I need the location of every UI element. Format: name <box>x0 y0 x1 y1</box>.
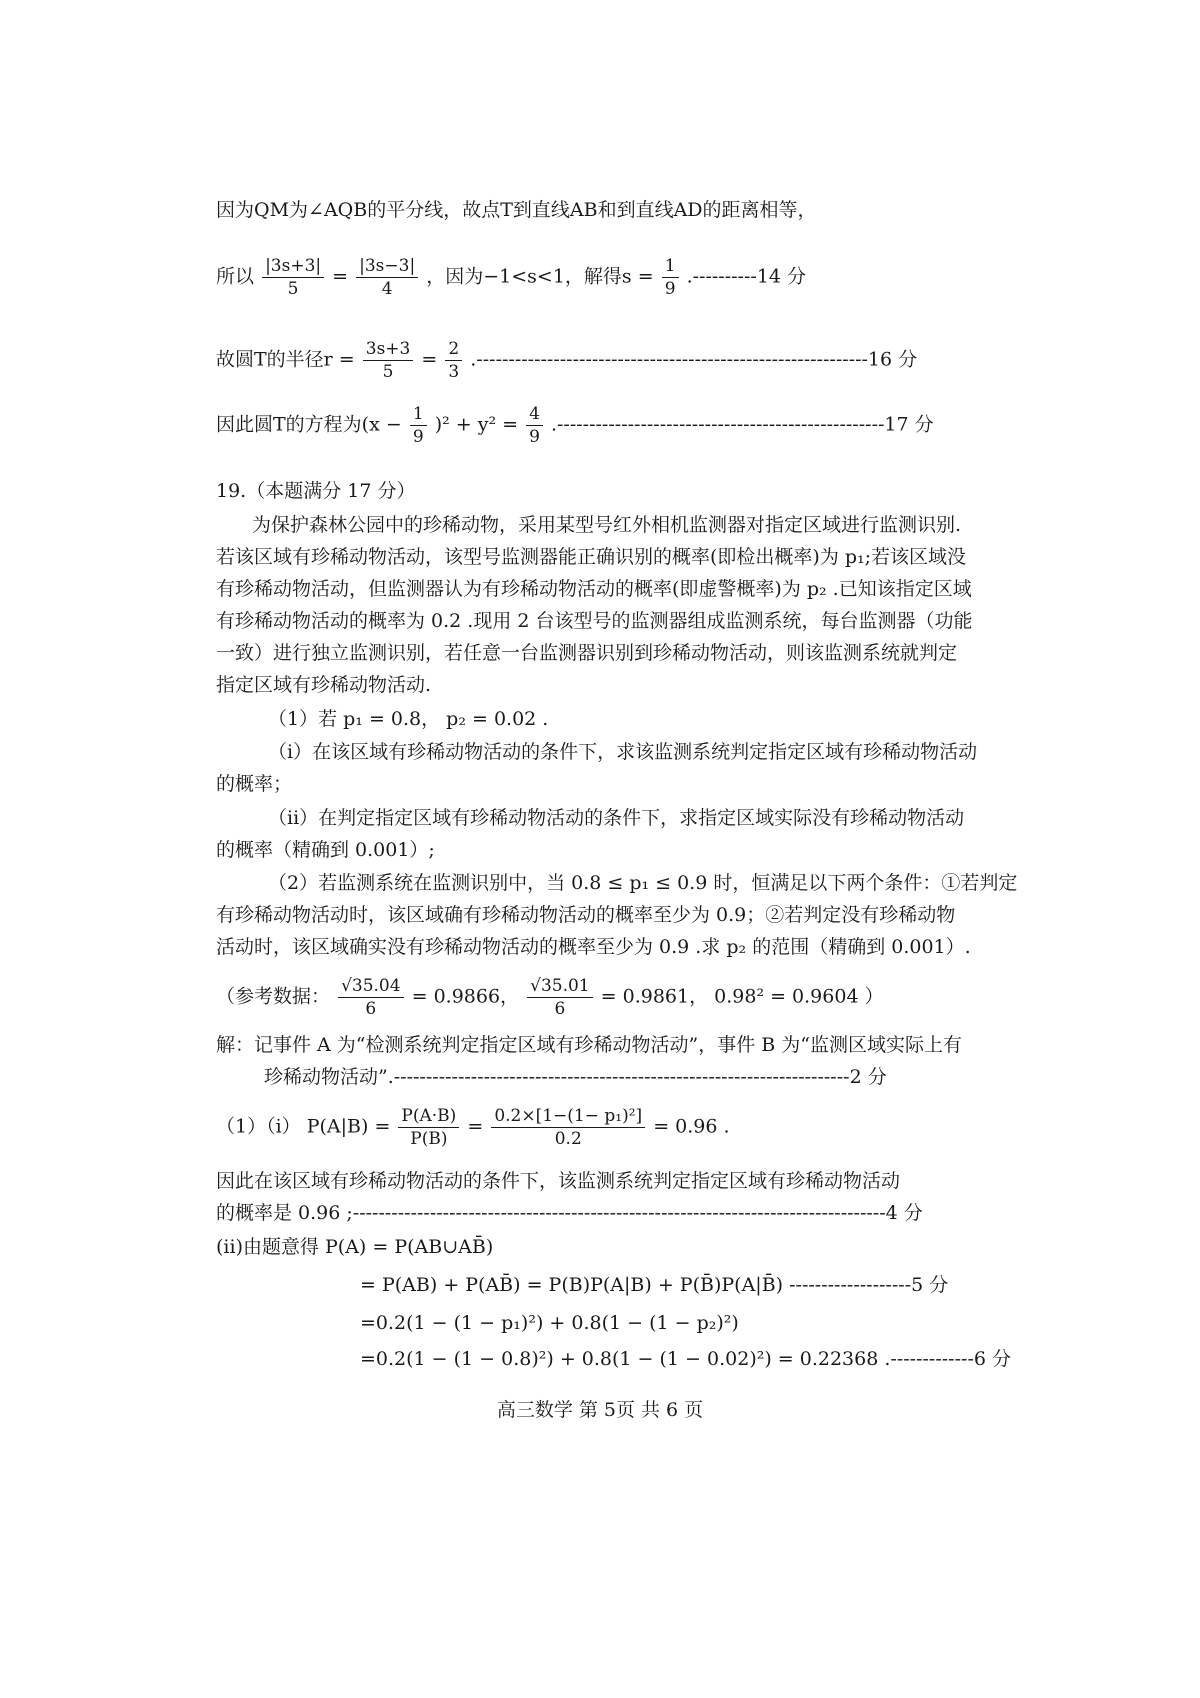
problem-text: 指定区域有珍稀动物活动. <box>216 674 432 696</box>
solution-text: 解：记事件 A 为“检测系统判定指定区域有珍稀动物活动”，事件 B 为“监测区域实际上有 <box>216 1034 962 1056</box>
text: = 0.96 . <box>653 1115 730 1138</box>
fraction: $\frac{√35.01}{6}$ <box>527 975 593 1020</box>
score-marker: .-------------------------------------------------------------16 分 <box>470 348 918 371</box>
text: = 0.9866， <box>411 985 520 1008</box>
subquestion-2-cont: 活动时，该区域确实没有珍稀动物活动的概率至少为 0.9 .求 p₂ 的范围（精确到 0.001）. <box>216 936 971 958</box>
fraction: $\frac{3s+3}{5}$ <box>363 338 414 383</box>
solution-formula: = P(AB) + P(AB̄) = P(B)P(A|B) + P(B̄)P(A|B̄) -------------------5 分 <box>360 1274 949 1296</box>
subquestion-1: （1）若 p₁ = 0.8， p₂ = 0.02 . <box>268 708 549 730</box>
line-circle-equation <box>216 403 996 448</box>
solution-text: 的概率是 0.96 ;-----------------------------------------------------------------------------------4 分 <box>216 1202 923 1224</box>
line-equation-s <box>216 255 996 300</box>
text: 所以 <box>216 265 255 288</box>
subquestion-2: （2）若监测系统在监测识别中，当 0.8 ≤ p₁ ≤ 0.9 时，恒满足以下两个条件：①若判定 <box>268 872 1018 894</box>
problem-text: 若该区域有珍稀动物活动，该型号监测器能正确识别的概率(即检出概率)为 p₁;若该区域没 <box>216 546 967 568</box>
fraction: $\frac{1}{9}$ <box>662 255 679 300</box>
score-marker: .---------------------------------------------------17 分 <box>550 413 934 436</box>
question-heading: 19.（本题满分 17 分） <box>216 480 416 502</box>
fraction: $\frac{|3s-3|}{4}$ <box>356 255 418 300</box>
solution-formula <box>216 1105 996 1150</box>
fraction: $\frac{√35.04}{6}$ <box>338 975 404 1020</box>
subquestion-1ii-cont: 的概率（精确到 0.001）; <box>216 839 435 861</box>
problem-text: 一致）进行独立监测识别，若任意一台监测器识别到珍稀动物活动，则该监测系统就判定 <box>216 642 958 664</box>
line-bisector: 因为QM为∠AQB的平分线，故点T到直线AB和到直线AD的距离相等， <box>216 199 817 221</box>
solution-formula: =0.2(1 − (1 − 0.8)²) + 0.8(1 − (1 − 0.02)²) = 0.22368 .-------------6 分 <box>360 1348 1011 1370</box>
score-marker: .----------14 分 <box>686 265 807 288</box>
line-radius <box>216 338 996 383</box>
fraction: $\frac{1}{9}$ <box>410 403 427 448</box>
text: = <box>467 1115 484 1138</box>
fraction: $\frac{2}{3}$ <box>445 338 462 383</box>
solution-formula: (ii)由题意得 P(A) = P(AB∪AB̄) <box>216 1236 494 1258</box>
fraction: $\frac{P(A\cdot B)}{P(B)}$ <box>398 1105 459 1150</box>
fraction: $\frac{4}{9}$ <box>526 403 543 448</box>
problem-text: 有珍稀动物活动的概率为 0.2 .现用 2 台该型号的监测器组成监测系统，每台监测器（功能 <box>216 610 973 632</box>
text: )² + y² = <box>434 413 519 436</box>
subquestion-2-cont: 有珍稀动物活动时，该区域确有珍稀动物活动的概率至少为 0.9；②若判定没有珍稀动物 <box>216 904 956 926</box>
text: 因此圆T的方程为(x − <box>216 413 402 436</box>
solution-text: 珍稀动物活动”.-----------------------------------------------------------------------2 分 <box>264 1066 887 1088</box>
text: （1）（i） P(A|B) = <box>216 1115 391 1138</box>
text: （参考数据： <box>216 985 331 1008</box>
problem-text: 为保护森林公园中的珍稀动物，采用某型号红外相机监测器对指定区域进行监测识别. <box>252 514 962 536</box>
text: = <box>421 348 438 371</box>
subquestion-1i: （i）在该区域有珍稀动物活动的条件下，求该监测系统判定指定区域有珍稀动物活动 <box>268 741 978 763</box>
page-footer: 高三数学 第 5页 共 6 页 <box>496 1399 704 1421</box>
solution-text: 因此在该区域有珍稀动物活动的条件下，该监测系统判定指定区域有珍稀动物活动 <box>216 1170 901 1192</box>
problem-text: 有珍稀动物活动，但监测器认为有珍稀动物活动的概率(即虚警概率)为 p₂ .已知该指定区域 <box>216 578 972 600</box>
fraction: $\frac{\text{0.2×[1−(1− p₁)²]}}{0.2}$ <box>491 1105 645 1150</box>
reference-data <box>216 975 996 1020</box>
subquestion-1ii: （ii）在判定指定区域有珍稀动物活动的条件下，求指定区域实际没有珍稀动物活动 <box>268 807 965 829</box>
text: ，因为−1<s<1，解得s = <box>426 265 654 288</box>
solution-formula: =0.2(1 − (1 − p₁)²) + 0.8(1 − (1 − p₂)²) <box>360 1312 739 1334</box>
text: = 0.9861， 0.98² = 0.9604 ） <box>600 985 884 1008</box>
text: 故圆T的半径r = <box>216 348 355 371</box>
text: = <box>332 265 349 288</box>
subquestion-1i-cont: 的概率； <box>216 773 293 795</box>
fraction: $\frac{|3s+3|}{5}$ <box>262 255 324 300</box>
